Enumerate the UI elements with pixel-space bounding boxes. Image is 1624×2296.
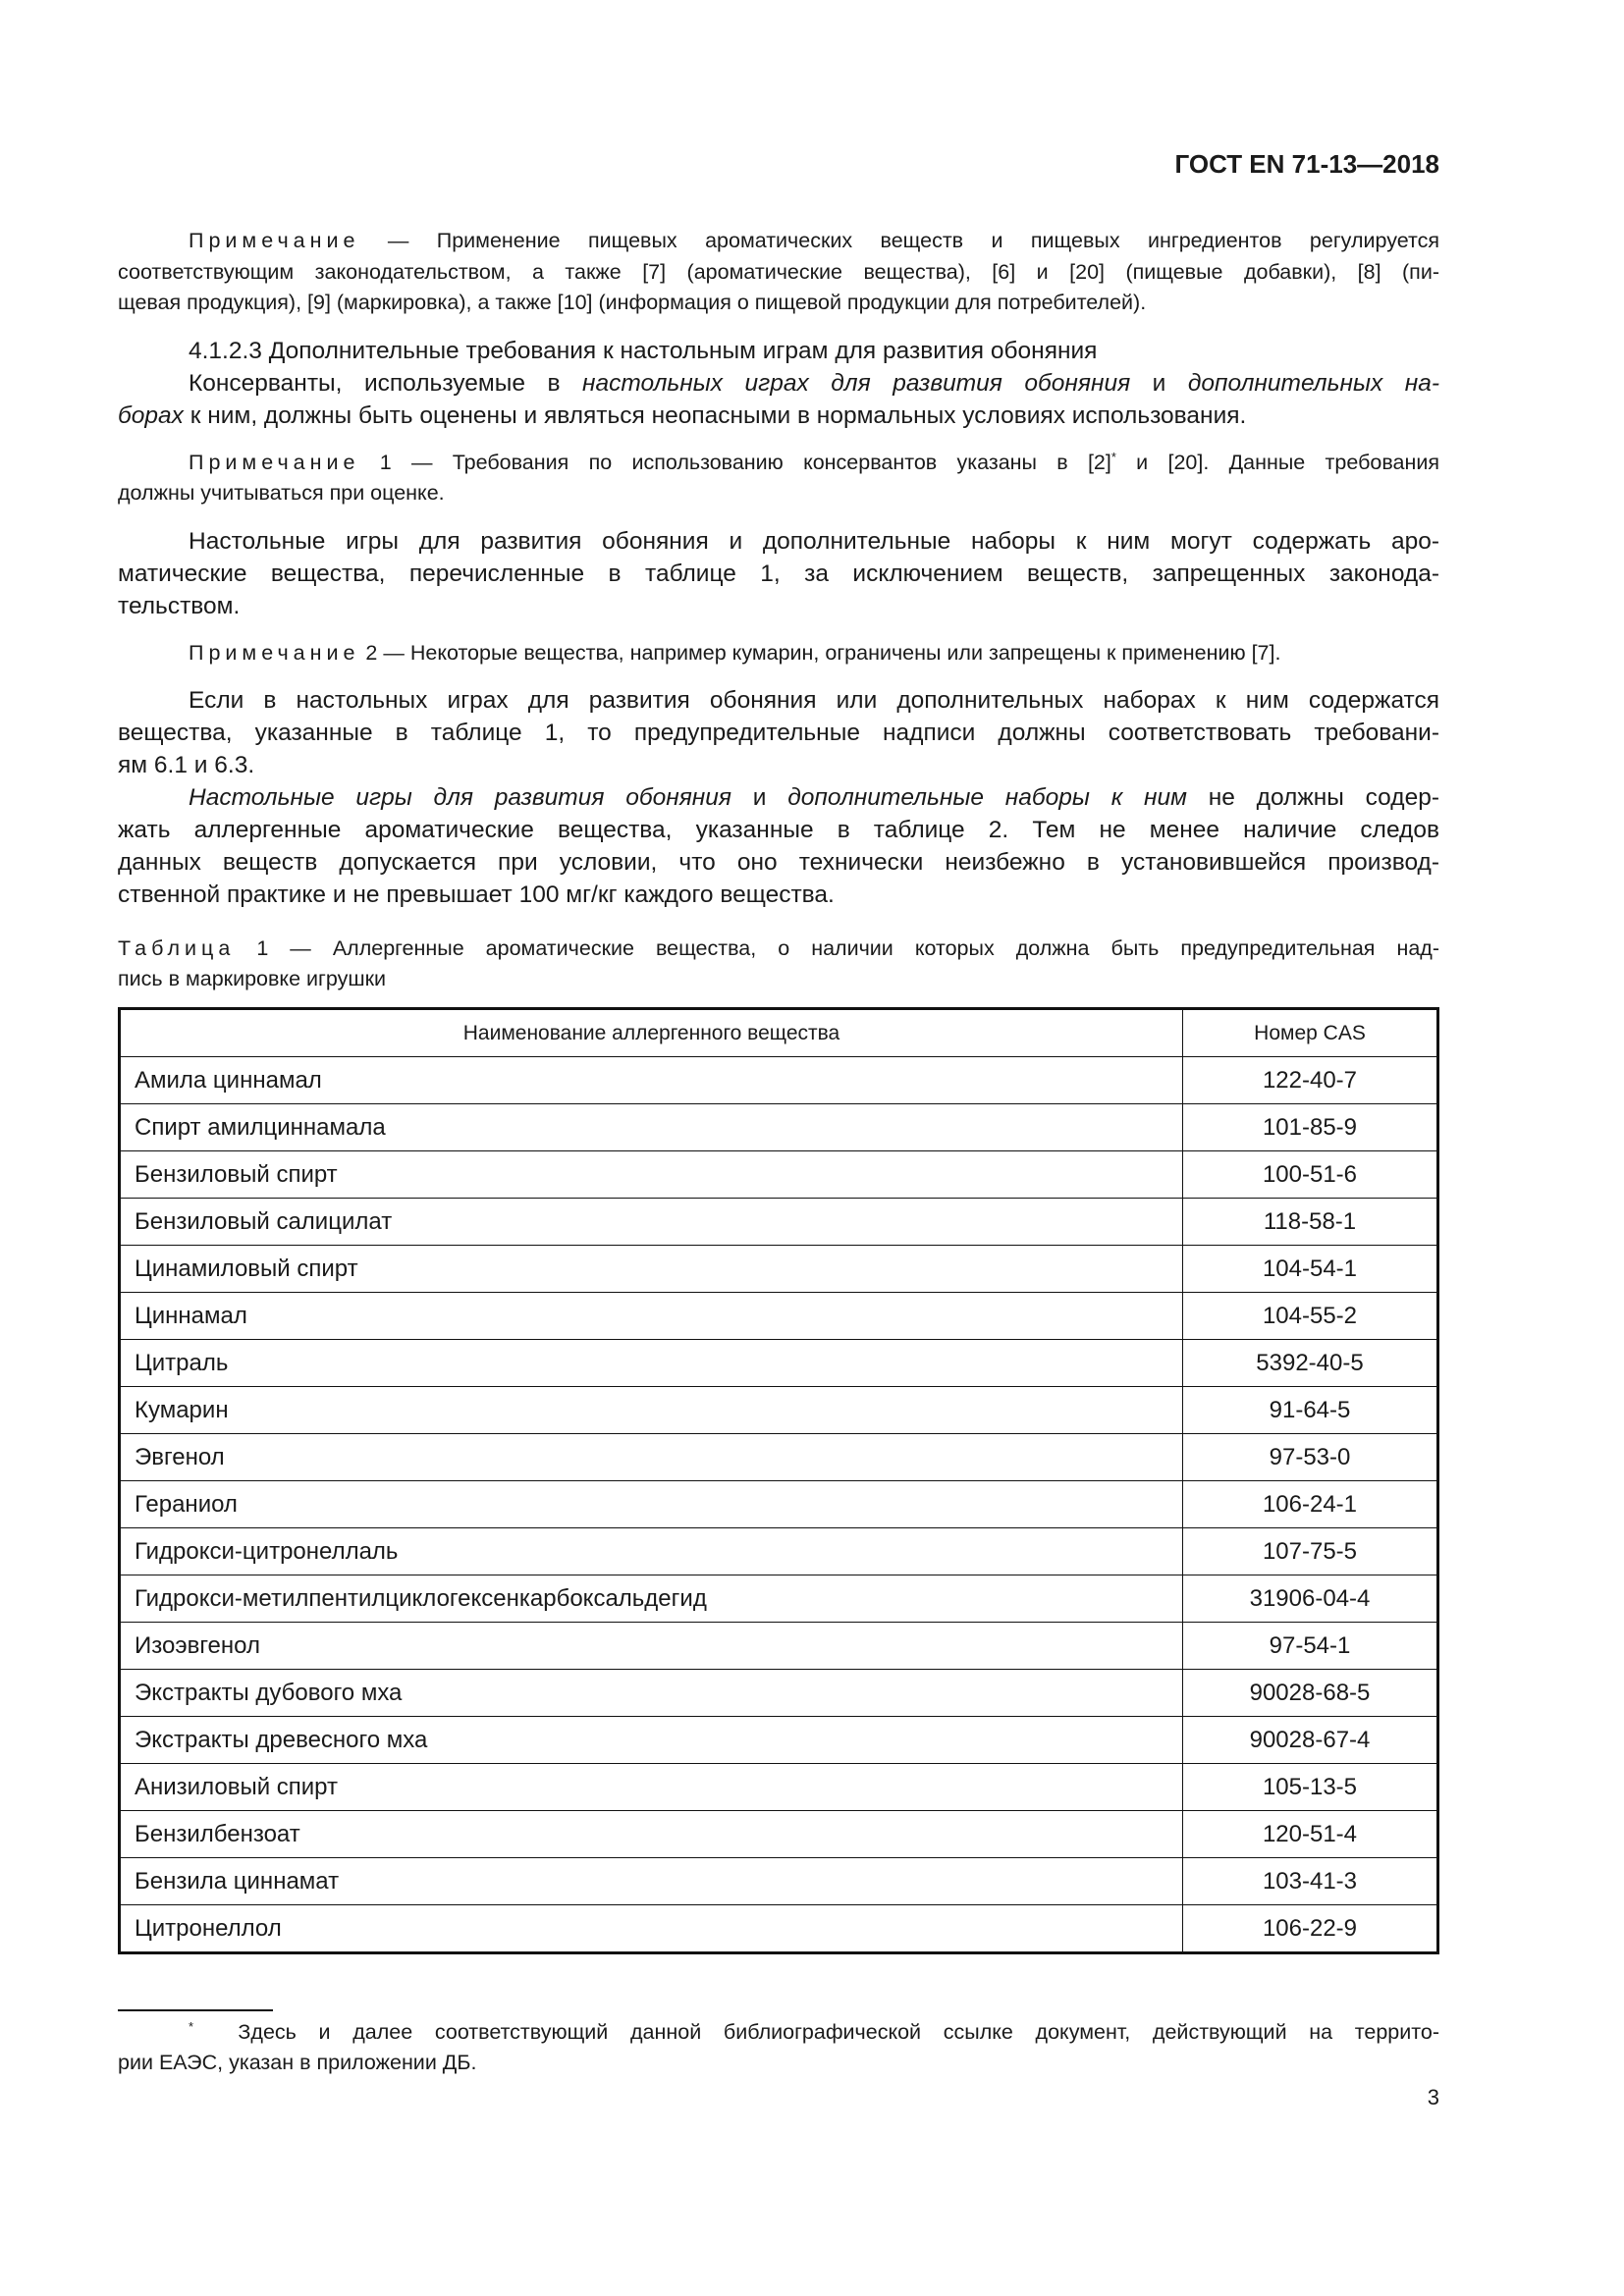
text-segment: данных веществ допускается при условии, что оно технически неизбежно в установившейся производ- bbox=[118, 849, 1439, 876]
text-line bbox=[118, 717, 1439, 749]
cas-number-cell: 107-75-5 bbox=[1183, 1528, 1438, 1575]
substance-name-cell: Кумарин bbox=[120, 1387, 1183, 1434]
table-row bbox=[120, 1434, 1438, 1481]
cas-number-cell: 31906-04-4 bbox=[1183, 1575, 1438, 1623]
substance-name-cell: Цитраль bbox=[120, 1340, 1183, 1387]
table-row bbox=[120, 1528, 1438, 1575]
cas-number-cell: 106-22-9 bbox=[1183, 1905, 1438, 1953]
text-line bbox=[118, 367, 1439, 400]
substance-name-cell: Бензиловый салицилат bbox=[120, 1199, 1183, 1246]
text-line bbox=[118, 558, 1439, 590]
label-spaced: Примечание bbox=[189, 640, 360, 665]
text-line bbox=[118, 400, 1439, 432]
text-segment: матические вещества, перечисленные в таблице 1, за исключением веществ, запрещенных законода- bbox=[118, 560, 1439, 587]
body-paragraph bbox=[118, 335, 1439, 367]
text-line bbox=[118, 226, 1439, 257]
text-segment: 1 — Аллергенные ароматические вещества, о наличии которых должна быть предупредительная над- bbox=[235, 936, 1439, 960]
text-line bbox=[118, 846, 1439, 879]
table-row bbox=[120, 1575, 1438, 1623]
cas-number-cell: 97-54-1 bbox=[1183, 1623, 1438, 1670]
body-paragraph bbox=[118, 781, 1439, 911]
footnote-line bbox=[118, 2017, 1439, 2048]
label-spaced: Примечание bbox=[189, 450, 360, 474]
text-line bbox=[118, 257, 1439, 289]
text-segment: дополнительные наборы к ним bbox=[787, 784, 1187, 811]
footnote bbox=[118, 2017, 1439, 2078]
substance-name-cell: Спирт амилциннамала bbox=[120, 1104, 1183, 1151]
text-segment: Консерванты, используемые в bbox=[189, 369, 582, 397]
text-line bbox=[118, 879, 1439, 911]
text-line bbox=[118, 964, 1439, 994]
substance-name-cell: Цинамиловый спирт bbox=[120, 1246, 1183, 1293]
body-paragraph bbox=[118, 525, 1439, 622]
text-line bbox=[118, 934, 1439, 964]
footnote-divider bbox=[118, 2009, 273, 2011]
note-paragraph bbox=[118, 638, 1439, 669]
cas-number-cell: 104-54-1 bbox=[1183, 1246, 1438, 1293]
text-line bbox=[118, 684, 1439, 717]
table-row bbox=[120, 1623, 1438, 1670]
text-line bbox=[118, 781, 1439, 814]
page-content bbox=[118, 226, 1439, 1954]
text-segment: вещества, указанные в таблице 1, то предупредительные надписи должны соответствовать требовани- bbox=[118, 720, 1439, 746]
text-segment: Если в настольных играх для развития обоняния или дополнительных наборах к ним содержатся bbox=[189, 687, 1439, 714]
cas-number-cell: 105-13-5 bbox=[1183, 1764, 1438, 1811]
text-segment: 2 — Некоторые вещества, например кумарин, ограничены или запрещены к применению [7]. bbox=[359, 640, 1281, 665]
text-segment: настольных играх для развития обоняния bbox=[582, 369, 1131, 397]
text-segment: не должны содер- bbox=[1186, 784, 1439, 811]
substance-name-cell: Бензила циннамат bbox=[120, 1858, 1183, 1905]
page-number: 3 bbox=[1427, 2085, 1439, 2109]
substance-name-cell: Экстракты дубового мха bbox=[120, 1670, 1183, 1717]
substance-name-cell: Бензилбензоат bbox=[120, 1811, 1183, 1858]
substance-name-cell: Экстракты древесного мха bbox=[120, 1717, 1183, 1764]
cas-number-cell: 120-51-4 bbox=[1183, 1811, 1438, 1858]
cas-number-cell: 90028-68-5 bbox=[1183, 1670, 1438, 1717]
text-segment: борах bbox=[118, 401, 184, 429]
substance-name-cell: Гидрокси-цитронеллаль bbox=[120, 1528, 1183, 1575]
text-line bbox=[118, 590, 1439, 622]
header-cas-number: Номер CAS bbox=[1183, 1009, 1438, 1057]
cas-number-cell: 101-85-9 bbox=[1183, 1104, 1438, 1151]
substance-name-cell: Гераниол bbox=[120, 1481, 1183, 1528]
text-segment: и bbox=[1130, 369, 1188, 397]
cas-number-cell: 103-41-3 bbox=[1183, 1858, 1438, 1905]
table-row bbox=[120, 1811, 1438, 1858]
note-paragraph bbox=[118, 226, 1439, 319]
table-row bbox=[120, 1246, 1438, 1293]
table-header-row bbox=[120, 1009, 1438, 1057]
substance-name-cell: Эвгенол bbox=[120, 1434, 1183, 1481]
body-paragraph bbox=[118, 367, 1439, 432]
table-row bbox=[120, 1293, 1438, 1340]
cas-number-cell: 118-58-1 bbox=[1183, 1199, 1438, 1246]
text-line bbox=[118, 288, 1439, 319]
text-line bbox=[118, 749, 1439, 781]
text-line bbox=[118, 478, 1439, 509]
table-row bbox=[120, 1340, 1438, 1387]
text-line bbox=[118, 638, 1439, 669]
label-spaced: Примечание bbox=[189, 229, 360, 252]
substance-name-cell: Изоэвгенол bbox=[120, 1623, 1183, 1670]
text-segment: — Применение пищевых ароматических веществ и пищевых ингредиентов регулируется bbox=[359, 229, 1439, 252]
substance-name-cell: Бензиловый спирт bbox=[120, 1151, 1183, 1199]
table-row bbox=[120, 1858, 1438, 1905]
table-row bbox=[120, 1104, 1438, 1151]
body-paragraph bbox=[118, 684, 1439, 781]
table-row bbox=[120, 1151, 1438, 1199]
note-paragraph bbox=[118, 448, 1439, 509]
text-paragraphs bbox=[118, 226, 1439, 994]
header-substance-name: Наименование аллергенного вещества bbox=[120, 1009, 1183, 1057]
cas-number-cell: 100-51-6 bbox=[1183, 1151, 1438, 1199]
text-line bbox=[118, 814, 1439, 846]
substance-name-cell: Анизиловый спирт bbox=[120, 1764, 1183, 1811]
cas-number-cell: 91-64-5 bbox=[1183, 1387, 1438, 1434]
text-segment: дополнительных на- bbox=[1187, 369, 1439, 397]
table-row bbox=[120, 1481, 1438, 1528]
text-segment: ям 6.1 и 6.3. bbox=[118, 752, 255, 778]
text-segment: тельством. bbox=[118, 592, 241, 619]
text-segment: Настольные игры для развития обоняния и дополнительные наборы к ним могут содержать аро- bbox=[189, 527, 1439, 555]
allergen-table bbox=[118, 1007, 1439, 1954]
table-row bbox=[120, 1764, 1438, 1811]
substance-name-cell: Амила циннамал bbox=[120, 1057, 1183, 1104]
substance-name-cell: Цитронеллол bbox=[120, 1905, 1183, 1953]
text-line bbox=[118, 525, 1439, 558]
text-line bbox=[118, 448, 1439, 479]
text-segment: к ним, должны быть оценены и являться неопасными в нормальных условиях использования. bbox=[183, 401, 1247, 429]
footnote-text: Здесь и далее соответствующий данной библиографической ссылке документ, действующий на террито- bbox=[238, 2020, 1439, 2044]
table-row bbox=[120, 1905, 1438, 1953]
cas-number-cell: 5392-40-5 bbox=[1183, 1340, 1438, 1387]
table-row bbox=[120, 1717, 1438, 1764]
text-segment: жать аллергенные ароматические вещества, указанные в таблице 2. Тем не менее наличие следов bbox=[118, 817, 1439, 843]
cas-number-cell: 90028-67-4 bbox=[1183, 1717, 1438, 1764]
table-row bbox=[120, 1057, 1438, 1104]
substance-name-cell: Гидрокси-метилпентилциклогексенкарбоксальдегид bbox=[120, 1575, 1183, 1623]
text-line bbox=[118, 335, 1439, 367]
cas-number-cell: 104-55-2 bbox=[1183, 1293, 1438, 1340]
cas-number-cell: 122-40-7 bbox=[1183, 1057, 1438, 1104]
cas-number-cell: 97-53-0 bbox=[1183, 1434, 1438, 1481]
text-segment: 4.1.2.3 Дополнительные требования к настольным играм для развития обоняния bbox=[189, 337, 1098, 364]
footnote-line: рии ЕАЭС, указан в приложении ДБ. bbox=[118, 2051, 477, 2074]
text-segment: и [20]. Данные требования bbox=[1115, 450, 1439, 474]
text-segment: щевая продукция), [9] (маркировка), а также [10] (информация о пищевой продукции для потребителей). bbox=[118, 291, 1147, 314]
text-segment: должны учитываться при оценке. bbox=[118, 481, 445, 505]
text-segment: 1 — Требования по использованию консервантов указаны в [2] bbox=[359, 450, 1111, 474]
text-segment: * bbox=[1110, 449, 1116, 464]
text-segment: Настольные игры для развития обоняния bbox=[189, 784, 731, 811]
text-segment: и bbox=[731, 784, 788, 811]
text-segment: соответствующим законодательством, а также [7] (ароматические вещества), [6] и [20] (пищевые добавки), [8] (пи- bbox=[118, 259, 1439, 284]
table-row bbox=[120, 1387, 1438, 1434]
table-caption bbox=[118, 934, 1439, 994]
table-row bbox=[120, 1670, 1438, 1717]
table-row bbox=[120, 1199, 1438, 1246]
text-segment: ственной практике и не превышает 100 мг/кг каждого вещества. bbox=[118, 881, 835, 908]
label-spaced: Таблица bbox=[118, 936, 236, 960]
cas-number-cell: 106-24-1 bbox=[1183, 1481, 1438, 1528]
document-code-header: ГОСТ EN 71-13—2018 bbox=[1174, 149, 1439, 179]
substance-name-cell: Циннамал bbox=[120, 1293, 1183, 1340]
text-segment: пись в маркировке игрушки bbox=[118, 967, 386, 990]
footnote-marker: * bbox=[189, 2018, 194, 2034]
